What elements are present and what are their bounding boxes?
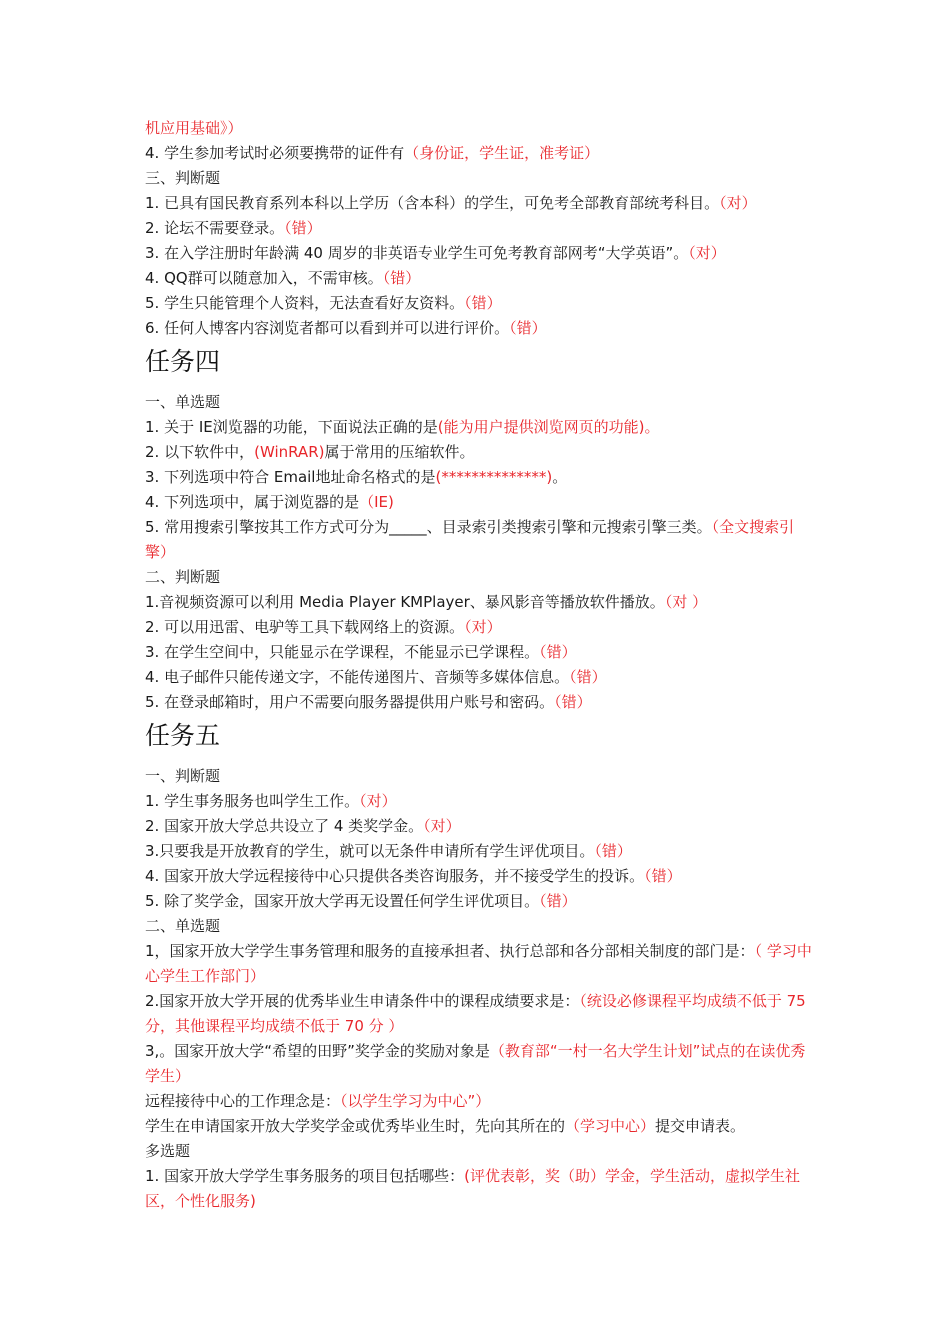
section-task-five: [145, 721, 815, 1214]
answer-text: （错）: [382, 269, 421, 287]
subsection-title-text: 一、判断题: [145, 767, 221, 785]
question-text: 3,。国家开放大学“希望的田野”奖学金的奖励对象是: [145, 1042, 490, 1060]
text-line: [145, 640, 815, 665]
text-line: [145, 939, 815, 989]
document-page: [145, 116, 815, 1214]
question-text: 3.只要我是开放教育的学生，就可以无条件申请所有学生评优项目。: [145, 842, 595, 860]
text-line: [145, 515, 815, 565]
answer-text: （全文搜索引擎）: [145, 518, 795, 561]
question-text: 2. 可以用迅雷、电驴等工具下载网络上的资源。: [145, 618, 465, 636]
answer-text: （对）: [423, 817, 461, 835]
question-text: 4. 国家开放大学远程接待中心只提供各类咨询服务，并不接受学生的投诉。: [145, 867, 645, 885]
text-line: [145, 216, 815, 241]
answer-text: (WinRAR): [254, 443, 325, 461]
question-text: 远程接待中心的工作理念是：: [145, 1092, 341, 1110]
text-line: [145, 615, 815, 640]
question-text: 4. 下列选项中，属于浏览器的是: [145, 493, 360, 511]
answer-text: （对）: [359, 792, 397, 810]
answer-text: （IE): [359, 493, 394, 511]
text-line: [145, 1164, 815, 1214]
answer-text: （统设必修课程平均成绩不低于 75 分，其他课程平均成绩不低于 70 分 ）: [145, 992, 806, 1035]
answer-text: （对）: [688, 244, 726, 262]
question-text: 1. 关于 IE浏览器的功能，下面说法正确的是: [145, 418, 438, 436]
answer-text: （错）: [554, 693, 592, 711]
question-text: 1. 已具有国民教育系列本科以上学历（含本科）的学生，可免考全部教育部统考科目。: [145, 194, 720, 212]
section-task-three-tail: [145, 116, 815, 341]
answer-text: （身份证，学生证，准考证）: [404, 144, 600, 162]
text-line: [145, 789, 815, 814]
question-text: 1. 学生事务服务也叫学生工作。: [145, 792, 360, 810]
text-line: [145, 590, 815, 615]
question-text: 4. 电子邮件只能传递文字，不能传递图片、音频等多媒体信息。: [145, 668, 570, 686]
answer-text: （学习中心）: [565, 1117, 656, 1135]
section-heading: 任务四: [145, 347, 221, 376]
question-text: 3. 在入学注册时年龄满 40 周岁的非英语专业学生可免考教育部网考“大学英语”。: [145, 244, 689, 262]
answer-text: （错）: [594, 842, 632, 860]
text-line: [145, 440, 815, 465]
answer-text: (能为用户提供浏览网页的功能)。: [437, 418, 660, 436]
question-text: 5. 学生只能管理个人资料，无法查看好友资料。: [145, 294, 465, 312]
question-text: 2. 以下软件中，: [145, 443, 255, 461]
question-text: 4. 学生参加考试时必须要携带的证件有: [145, 144, 405, 162]
text-line: [145, 116, 815, 141]
subsection-title: [145, 166, 815, 191]
subsection-title-text: 多选题: [145, 1142, 191, 1160]
subsection-title-text: 二、判断题: [145, 568, 221, 586]
subsection-title-text: 一、单选题: [145, 393, 221, 411]
question-text: 2.国家开放大学开展的优秀毕业生申请条件中的课程成绩要求是：: [145, 992, 580, 1010]
question-text: 5. 除了奖学金，国家开放大学再无设置任何学生评优项目。: [145, 892, 540, 910]
question-text: 6. 任何人博客内容浏览者都可以看到并可以进行评价。: [145, 319, 510, 337]
subsection-title: [145, 390, 815, 415]
answer-text: (**************): [435, 468, 553, 486]
answer-text: (评优表彰，奖（助）学金，学生活动，虚拟学生社区，个性化服务): [145, 1167, 800, 1210]
text-line: [145, 316, 815, 341]
question-text-tail: 。: [552, 468, 568, 486]
question-text-tail: 提交申请表。: [655, 1117, 746, 1135]
text-line: [145, 490, 815, 515]
answer-text: （ 学习中心学生工作部门）: [145, 942, 812, 985]
subsection-title-text: 三、判断题: [145, 169, 221, 187]
question-text: 1. 国家开放大学学生事务服务的项目包括哪些：: [145, 1167, 465, 1185]
text-line: [145, 839, 815, 864]
text-line: [145, 690, 815, 715]
answer-text: （错）: [644, 867, 682, 885]
answer-text: （错）: [464, 294, 502, 312]
text-line: [145, 1039, 815, 1089]
answer-text: （教育部“一村一名大学生计划”试点的在读优秀学生）: [145, 1042, 806, 1085]
subsection-title: [145, 1139, 815, 1164]
subsection-title: [145, 764, 815, 789]
question-text: 学生在申请国家开放大学奖学金或优秀毕业生时，先向其所在的: [145, 1117, 566, 1135]
subsection-title: [145, 914, 815, 939]
question-text: 1.音视频资源可以利用 Media Player KMPlayer、暴风影音等播放软件播放。: [145, 593, 665, 611]
text-line: [145, 241, 815, 266]
answer-text: （错）: [569, 668, 607, 686]
question-text-tail: 属于常用的压缩软件。: [324, 443, 475, 461]
answer-text: （以学生学习为中心”）: [340, 1092, 491, 1110]
answer-text: （对）: [464, 618, 502, 636]
text-line: [145, 191, 815, 216]
text-line: [145, 989, 815, 1039]
answer-text: （错）: [284, 219, 322, 237]
question-text: 2. 论坛不需要登录。: [145, 219, 285, 237]
question-text: 3. 下列选项中符合 Email地址命名格式的是: [145, 468, 436, 486]
text-line: [145, 415, 815, 440]
text-line: [145, 291, 815, 316]
section-task-four: [145, 347, 815, 715]
text-line: [145, 465, 815, 490]
text-line: [145, 141, 815, 166]
text-line: [145, 266, 815, 291]
question-text: 3. 在学生空间中，只能显示在学课程，不能显示已学课程。: [145, 643, 540, 661]
subsection-title: [145, 565, 815, 590]
text-line: [145, 889, 815, 914]
answer-text: （对 ）: [664, 593, 708, 611]
question-text: 4. QQ群可以随意加入，不需审核。: [145, 269, 383, 287]
answer-text: （错）: [509, 319, 547, 337]
text-line: [145, 864, 815, 889]
question-text: 5. 在登录邮箱时，用户不需要向服务器提供用户账号和密码。: [145, 693, 555, 711]
text-line: [145, 1114, 815, 1139]
answer-text: （错）: [539, 892, 577, 910]
answer-text: 机应用基础》）: [145, 119, 243, 137]
text-line: [145, 814, 815, 839]
question-text: 2. 国家开放大学总共设立了 4 类奖学金。: [145, 817, 424, 835]
question-text: 5. 常用搜索引擎按其工作方式可分为_____、目录索引类搜索引擎和元搜索引擎三类。: [145, 518, 712, 536]
answer-text: （错）: [539, 643, 577, 661]
text-line: [145, 1089, 815, 1114]
section-heading: 任务五: [145, 721, 221, 750]
subsection-title-text: 二、单选题: [145, 917, 221, 935]
answer-text: （对）: [719, 194, 757, 212]
question-text: 1，国家开放大学学生事务管理和服务的直接承担者、执行总部和各分部相关制度的部门是：: [145, 942, 755, 960]
text-line: [145, 665, 815, 690]
